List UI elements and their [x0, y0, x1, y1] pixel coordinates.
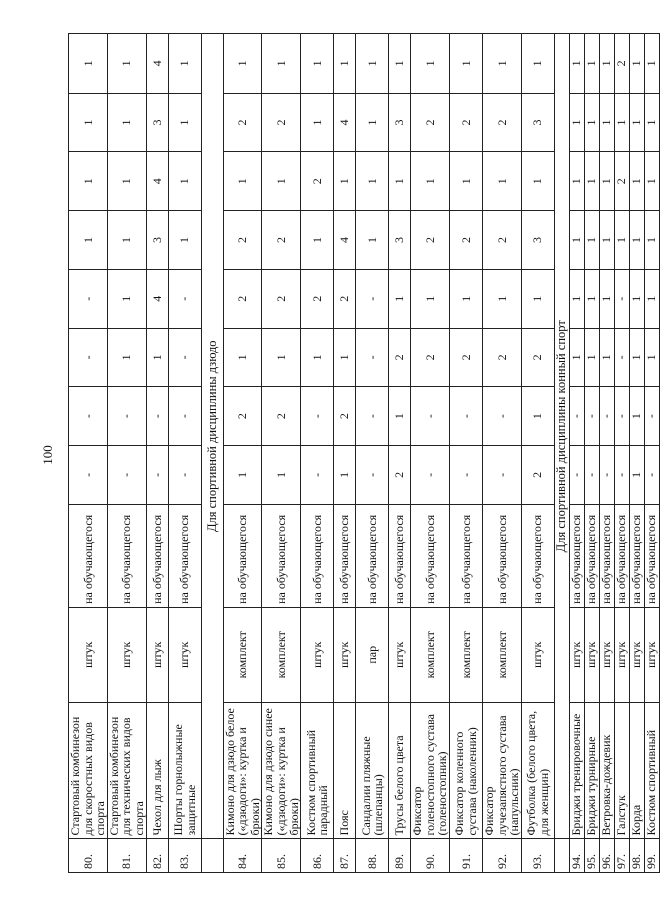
value-cell: 1 — [262, 445, 301, 504]
table-row — [569, 34, 584, 873]
item-name: Корда — [629, 702, 644, 839]
value-cell: 1 — [168, 152, 201, 211]
value-cell: 1 — [584, 152, 599, 211]
value-cell: - — [168, 269, 201, 328]
value-cell: - — [356, 269, 389, 328]
item-name: Пояс — [334, 702, 356, 839]
value-cell: 2 — [521, 445, 554, 504]
value-cell: 1 — [69, 34, 108, 94]
value-cell: 1 — [223, 34, 262, 94]
unit-cell: штук — [614, 607, 629, 702]
value-cell: - — [146, 445, 168, 504]
unit-cell: штук — [644, 607, 659, 702]
item-name: Ветровка-дождевик — [599, 702, 614, 839]
per-cell: на обучающегося — [521, 504, 554, 607]
value-cell: - — [584, 445, 599, 504]
item-name: Стартовый комбинезон для технических видов спорта — [107, 702, 146, 839]
value-cell: 2 — [389, 445, 411, 504]
value-cell: 1 — [107, 211, 146, 270]
item-name: Стартовый комбинезон для скоростных видов спорта — [69, 702, 108, 839]
value-cell: - — [599, 387, 614, 446]
value-cell: 4 — [146, 34, 168, 94]
value-cell: 1 — [262, 328, 301, 387]
value-cell: 1 — [389, 152, 411, 211]
item-name: Костюм спортивный — [644, 702, 659, 839]
unit-cell: штук — [107, 607, 146, 702]
value-cell: 1 — [599, 34, 614, 94]
value-cell: 1 — [223, 445, 262, 504]
value-cell: 1 — [449, 269, 482, 328]
section-header-row — [554, 34, 569, 873]
value-cell: 2 — [614, 152, 629, 211]
value-cell: 1 — [69, 152, 108, 211]
value-cell: 1 — [584, 34, 599, 94]
value-cell: - — [69, 328, 108, 387]
value-cell: 2 — [262, 387, 301, 446]
value-cell: 1 — [599, 152, 614, 211]
value-cell: 1 — [334, 445, 356, 504]
unit-cell: штук — [569, 607, 584, 702]
value-cell: 1 — [389, 269, 411, 328]
value-cell: 1 — [411, 269, 450, 328]
value-cell: 1 — [301, 211, 334, 270]
value-cell: 1 — [584, 211, 599, 270]
value-cell: 1 — [599, 328, 614, 387]
section-blank-cell — [201, 839, 223, 873]
value-cell: 1 — [168, 34, 201, 94]
value-cell: - — [644, 387, 659, 446]
value-cell: 4 — [334, 211, 356, 270]
unit-cell: штук — [146, 607, 168, 702]
value-cell: 1 — [644, 211, 659, 270]
row-number: 82. — [146, 839, 168, 873]
equipment-table-container — [68, 33, 659, 873]
value-cell: - — [449, 387, 482, 446]
row-number: 99. — [644, 839, 659, 873]
row-number: 88. — [356, 839, 389, 873]
value-cell: 1 — [569, 269, 584, 328]
value-cell: 1 — [584, 269, 599, 328]
value-cell: 2 — [482, 328, 521, 387]
unit-cell: штук — [69, 607, 108, 702]
value-cell: 1 — [334, 152, 356, 211]
value-cell: 1 — [356, 93, 389, 152]
value-cell: - — [614, 328, 629, 387]
value-cell: 1 — [521, 34, 554, 94]
row-number: 90. — [411, 839, 450, 873]
value-cell: 1 — [107, 93, 146, 152]
value-cell: 2 — [521, 328, 554, 387]
row-number: 93. — [521, 839, 554, 873]
value-cell: 1 — [629, 34, 644, 94]
table-row — [482, 34, 521, 873]
unit-cell: штук — [334, 607, 356, 702]
row-number: 87. — [334, 839, 356, 873]
item-name: Чехол для лыж — [146, 702, 168, 839]
value-cell: 4 — [334, 93, 356, 152]
value-cell: 2 — [334, 387, 356, 446]
value-cell: 1 — [223, 328, 262, 387]
per-cell: на обучающегося — [356, 504, 389, 607]
value-cell: 2 — [449, 211, 482, 270]
table-row — [599, 34, 614, 873]
value-cell: 1 — [629, 445, 644, 504]
item-name: Фиксатор коленного сустава (наколенник) — [449, 702, 482, 839]
row-number: 89. — [389, 839, 411, 873]
value-cell: 2 — [614, 34, 629, 94]
value-cell: 2 — [301, 152, 334, 211]
unit-cell: комплект — [411, 607, 450, 702]
value-cell: 3 — [389, 211, 411, 270]
row-number: 91. — [449, 839, 482, 873]
value-cell: 1 — [168, 93, 201, 152]
value-cell: - — [482, 445, 521, 504]
value-cell: 2 — [223, 269, 262, 328]
value-cell: 1 — [334, 34, 356, 94]
table-row — [411, 34, 450, 873]
value-cell: 2 — [334, 269, 356, 328]
row-number: 83. — [168, 839, 201, 873]
table-row — [334, 34, 356, 873]
per-cell: на обучающегося — [584, 504, 599, 607]
value-cell: - — [411, 445, 450, 504]
per-cell: на обучающегося — [389, 504, 411, 607]
per-cell: на обучающегося — [262, 504, 301, 607]
per-cell: на обучающегося — [223, 504, 262, 607]
value-cell: 2 — [411, 328, 450, 387]
per-cell: на обучающегося — [449, 504, 482, 607]
value-cell: - — [482, 387, 521, 446]
value-cell: 1 — [521, 387, 554, 446]
value-cell: 2 — [262, 93, 301, 152]
value-cell: 1 — [107, 328, 146, 387]
table-row — [146, 34, 168, 873]
item-name: Фиксатор лучезапястного сустава (напульсник) — [482, 702, 521, 839]
value-cell: 1 — [449, 152, 482, 211]
value-cell: 1 — [168, 211, 201, 270]
value-cell: - — [69, 269, 108, 328]
value-cell: - — [599, 445, 614, 504]
value-cell: 1 — [599, 93, 614, 152]
value-cell: 1 — [262, 34, 301, 94]
unit-cell: комплект — [223, 607, 262, 702]
value-cell: - — [644, 445, 659, 504]
value-cell: 1 — [262, 152, 301, 211]
section-header-row — [201, 34, 223, 873]
row-number: 92. — [482, 839, 521, 873]
item-name: Костюм спортивный парадный — [301, 702, 334, 839]
value-cell: 1 — [629, 387, 644, 446]
value-cell: 1 — [521, 152, 554, 211]
row-number: 81. — [107, 839, 146, 873]
item-name: Бриджи турнирные — [584, 702, 599, 839]
item-name: Кимоно для дзюдо синее («дзюдоги»: куртка и брюки) — [262, 702, 301, 839]
value-cell: 1 — [629, 269, 644, 328]
table-row — [107, 34, 146, 873]
value-cell: 2 — [449, 93, 482, 152]
section-blank-cell — [554, 839, 569, 873]
table-row — [168, 34, 201, 873]
page-number — [36, 440, 60, 470]
value-cell: 1 — [482, 152, 521, 211]
per-cell: на обучающегося — [644, 504, 659, 607]
unit-cell: штук — [521, 607, 554, 702]
item-name: Трусы белого цвета — [389, 702, 411, 839]
unit-cell: штук — [584, 607, 599, 702]
item-name: Сандалии пляжные (шлепанцы) — [356, 702, 389, 839]
value-cell: 2 — [262, 269, 301, 328]
value-cell: 1 — [569, 328, 584, 387]
value-cell: - — [569, 445, 584, 504]
value-cell: 1 — [584, 328, 599, 387]
value-cell: 1 — [301, 93, 334, 152]
value-cell: 1 — [301, 328, 334, 387]
unit-cell: штук — [599, 607, 614, 702]
value-cell: 1 — [223, 152, 262, 211]
value-cell: 1 — [334, 328, 356, 387]
value-cell: 3 — [389, 93, 411, 152]
value-cell: - — [69, 387, 108, 446]
per-cell: на обучающегося — [168, 504, 201, 607]
value-cell: 1 — [614, 93, 629, 152]
value-cell: 2 — [411, 93, 450, 152]
value-cell: 1 — [411, 34, 450, 94]
per-cell: на обучающегося — [301, 504, 334, 607]
row-number: 98. — [629, 839, 644, 873]
value-cell: 1 — [521, 269, 554, 328]
value-cell: 1 — [389, 387, 411, 446]
value-cell: 1 — [569, 93, 584, 152]
row-number: 85. — [262, 839, 301, 873]
value-cell: - — [301, 445, 334, 504]
unit-cell: штук — [168, 607, 201, 702]
table-row — [521, 34, 554, 873]
value-cell: 2 — [449, 328, 482, 387]
value-cell: 4 — [146, 152, 168, 211]
value-cell: 1 — [482, 269, 521, 328]
value-cell: 1 — [482, 34, 521, 94]
value-cell: 1 — [356, 34, 389, 94]
value-cell: - — [301, 387, 334, 446]
table-row — [262, 34, 301, 873]
per-cell: на обучающегося — [482, 504, 521, 607]
row-number: 86. — [301, 839, 334, 873]
value-cell: 1 — [356, 152, 389, 211]
value-cell: 1 — [146, 328, 168, 387]
equipment-table — [68, 33, 660, 873]
table-row — [614, 34, 629, 873]
unit-cell: комплект — [262, 607, 301, 702]
value-cell: 1 — [107, 152, 146, 211]
value-cell: 3 — [521, 211, 554, 270]
value-cell: 1 — [644, 34, 659, 94]
table-row — [629, 34, 644, 873]
value-cell: 2 — [411, 211, 450, 270]
row-number: 84. — [223, 839, 262, 873]
table-row — [356, 34, 389, 873]
per-cell: на обучающегося — [614, 504, 629, 607]
per-cell: на обучающегося — [146, 504, 168, 607]
value-cell: 1 — [69, 211, 108, 270]
value-cell: 1 — [389, 34, 411, 94]
value-cell: - — [168, 445, 201, 504]
value-cell: - — [356, 328, 389, 387]
section-title: Для спортивной дисциплины конный спорт — [554, 34, 569, 839]
value-cell: - — [614, 269, 629, 328]
table-row — [644, 34, 659, 873]
value-cell: - — [411, 387, 450, 446]
item-name: Футболка (белого цвета, для женщин) — [521, 702, 554, 839]
value-cell: 1 — [629, 211, 644, 270]
value-cell: 1 — [569, 34, 584, 94]
value-cell: 1 — [356, 211, 389, 270]
table-row — [223, 34, 262, 873]
value-cell: 1 — [644, 93, 659, 152]
unit-cell: штук — [389, 607, 411, 702]
value-cell: - — [168, 387, 201, 446]
value-cell: 2 — [262, 211, 301, 270]
value-cell: 2 — [223, 93, 262, 152]
table-row — [69, 34, 108, 873]
value-cell: 2 — [389, 328, 411, 387]
item-name: Бриджи тренировочные — [569, 702, 584, 839]
unit-cell: комплект — [482, 607, 521, 702]
value-cell: - — [569, 387, 584, 446]
table-row — [449, 34, 482, 873]
row-number: 94. — [569, 839, 584, 873]
value-cell: 1 — [301, 34, 334, 94]
value-cell: - — [146, 387, 168, 446]
item-name: Галстук — [614, 702, 629, 839]
value-cell: 1 — [569, 152, 584, 211]
value-cell: 1 — [614, 211, 629, 270]
value-cell: 1 — [629, 152, 644, 211]
value-cell: 3 — [521, 93, 554, 152]
unit-cell: штук — [629, 607, 644, 702]
value-cell: 2 — [223, 387, 262, 446]
per-cell: на обучающегося — [334, 504, 356, 607]
item-name: Кимоно для дзюдо белое («дзюдоги»: куртка и брюки) — [223, 702, 262, 839]
value-cell: 1 — [584, 93, 599, 152]
table-row — [584, 34, 599, 873]
value-cell: 1 — [599, 269, 614, 328]
row-number: 95. — [584, 839, 599, 873]
value-cell: 2 — [482, 211, 521, 270]
value-cell: 1 — [644, 328, 659, 387]
value-cell: 1 — [411, 152, 450, 211]
value-cell: 1 — [599, 211, 614, 270]
value-cell: 1 — [107, 269, 146, 328]
table-body — [69, 34, 660, 873]
value-cell: 2 — [301, 269, 334, 328]
value-cell: 1 — [449, 34, 482, 94]
value-cell: 2 — [482, 93, 521, 152]
value-cell: 1 — [569, 211, 584, 270]
value-cell: - — [107, 445, 146, 504]
per-cell: на обучающегося — [599, 504, 614, 607]
page-number-text: 100 — [40, 445, 55, 465]
row-number: 97. — [614, 839, 629, 873]
value-cell: 1 — [644, 269, 659, 328]
per-cell: на обучающегося — [107, 504, 146, 607]
item-name: Фиксатор голеностопного сустава (голеностопник) — [411, 702, 450, 839]
row-number: 80. — [69, 839, 108, 873]
value-cell: 1 — [644, 152, 659, 211]
value-cell: 3 — [146, 93, 168, 152]
row-number: 96. — [599, 839, 614, 873]
per-cell: на обучающегося — [411, 504, 450, 607]
value-cell: 1 — [107, 34, 146, 94]
unit-cell: пар — [356, 607, 389, 702]
value-cell: - — [614, 387, 629, 446]
per-cell: на обучающегося — [69, 504, 108, 607]
rotated-table-frame — [68, 33, 659, 873]
unit-cell: штук — [301, 607, 334, 702]
value-cell: - — [168, 328, 201, 387]
per-cell: на обучающегося — [569, 504, 584, 607]
value-cell: 3 — [146, 211, 168, 270]
value-cell: - — [69, 445, 108, 504]
value-cell: - — [356, 445, 389, 504]
table-row — [301, 34, 334, 873]
table-row — [389, 34, 411, 873]
value-cell: - — [356, 387, 389, 446]
section-title: Для спортивной дисциплины дзюдо — [201, 34, 223, 839]
value-cell: - — [449, 445, 482, 504]
value-cell: 1 — [69, 93, 108, 152]
value-cell: 1 — [629, 93, 644, 152]
item-name: Шорты горнолыжные защитные — [168, 702, 201, 839]
value-cell: - — [107, 387, 146, 446]
unit-cell: комплект — [449, 607, 482, 702]
value-cell: 1 — [629, 328, 644, 387]
value-cell: - — [614, 445, 629, 504]
value-cell: - — [584, 387, 599, 446]
value-cell: 4 — [146, 269, 168, 328]
per-cell: на обучающегося — [629, 504, 644, 607]
value-cell: 2 — [223, 211, 262, 270]
